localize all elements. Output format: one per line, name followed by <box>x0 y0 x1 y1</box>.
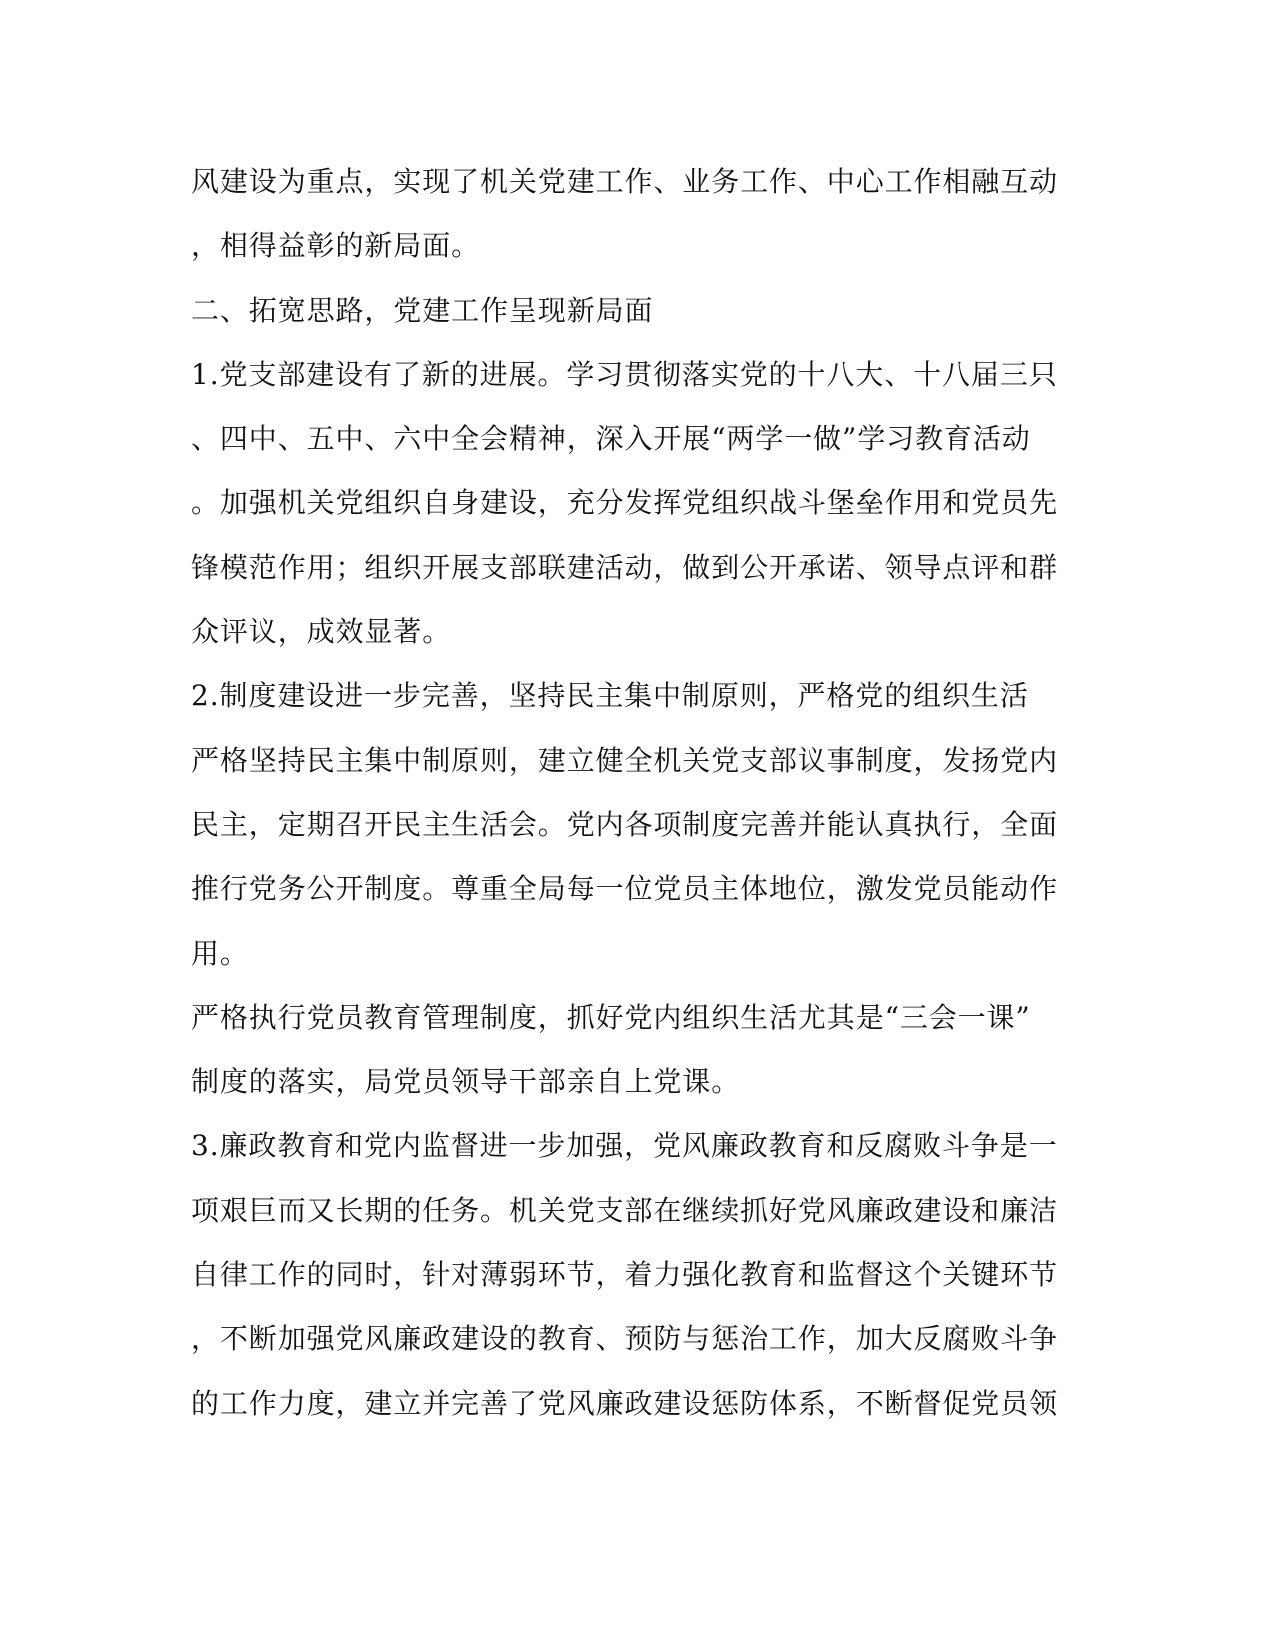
text-line: ，相得益彰的新局面。 <box>191 229 481 263</box>
text-line: 的工作力度，建立并完善了党风廉政建设惩防体系，不断督促党员领 <box>191 1386 1059 1420</box>
text-line: ，不断加强党风廉政建设的教育、预防与惩治工作，加大反腐败斗争 <box>191 1322 1059 1356</box>
text-line: 3.廉政教育和党内监督进一步加强，党风廉政教育和反腐败斗争是一 <box>191 1129 1058 1163</box>
text-line: 2.制度建设进一步完善，坚持民主集中制原则，严格党的组织生活 <box>191 679 1029 713</box>
text-line: 、四中、五中、六中全会精神，深入开展“两学一做”学习教育活动 <box>191 422 1031 456</box>
text-line: 风建设为重点，实现了机关党建工作、业务工作、中心工作相融互动 <box>191 165 1059 198</box>
text-line: 。加强机关党组织自身建设，充分发挥党组织战斗堡垒作用和党员先 <box>191 486 1059 520</box>
text-line: 自律工作的同时，针对薄弱环节，着力强化教育和监督这个关键环节 <box>191 1258 1059 1292</box>
text-line: 项艰巨而又长期的任务。机关党支部在继续抓好党风廉政建设和廉洁 <box>191 1193 1059 1227</box>
text-line: 1.党支部建设有了新的进展。学习贯彻落实党的十八大、十八届三只 <box>191 357 1058 391</box>
text-line: 民主，定期召开民主生活会。党内各项制度完善并能认真执行，全面 <box>191 807 1059 841</box>
text-line: 严格执行党员教育管理制度，抓好党内组织生活尤其是“三会一课” <box>191 1000 1031 1034</box>
text-line: 锋模范作用；组织开展支部联建活动，做到公开承诺、领导点评和群 <box>191 550 1059 584</box>
text-line: 众评议，成效显著。 <box>191 615 452 649</box>
text-line: 严格坚持民主集中制原则，建立健全机关党支部议事制度，发扬党内 <box>191 743 1059 777</box>
text-line: 制度的落实，局党员领导干部亲自上党课。 <box>191 1065 741 1099</box>
text-line: 用。 <box>191 936 249 970</box>
section-heading: 二、拓宽思路，党建工作呈现新局面 <box>191 293 654 327</box>
text-line: 推行党务公开制度。尊重全局每一位党员主体地位，激发党员能动作 <box>191 872 1059 906</box>
document-body <box>191 150 1071 1436</box>
